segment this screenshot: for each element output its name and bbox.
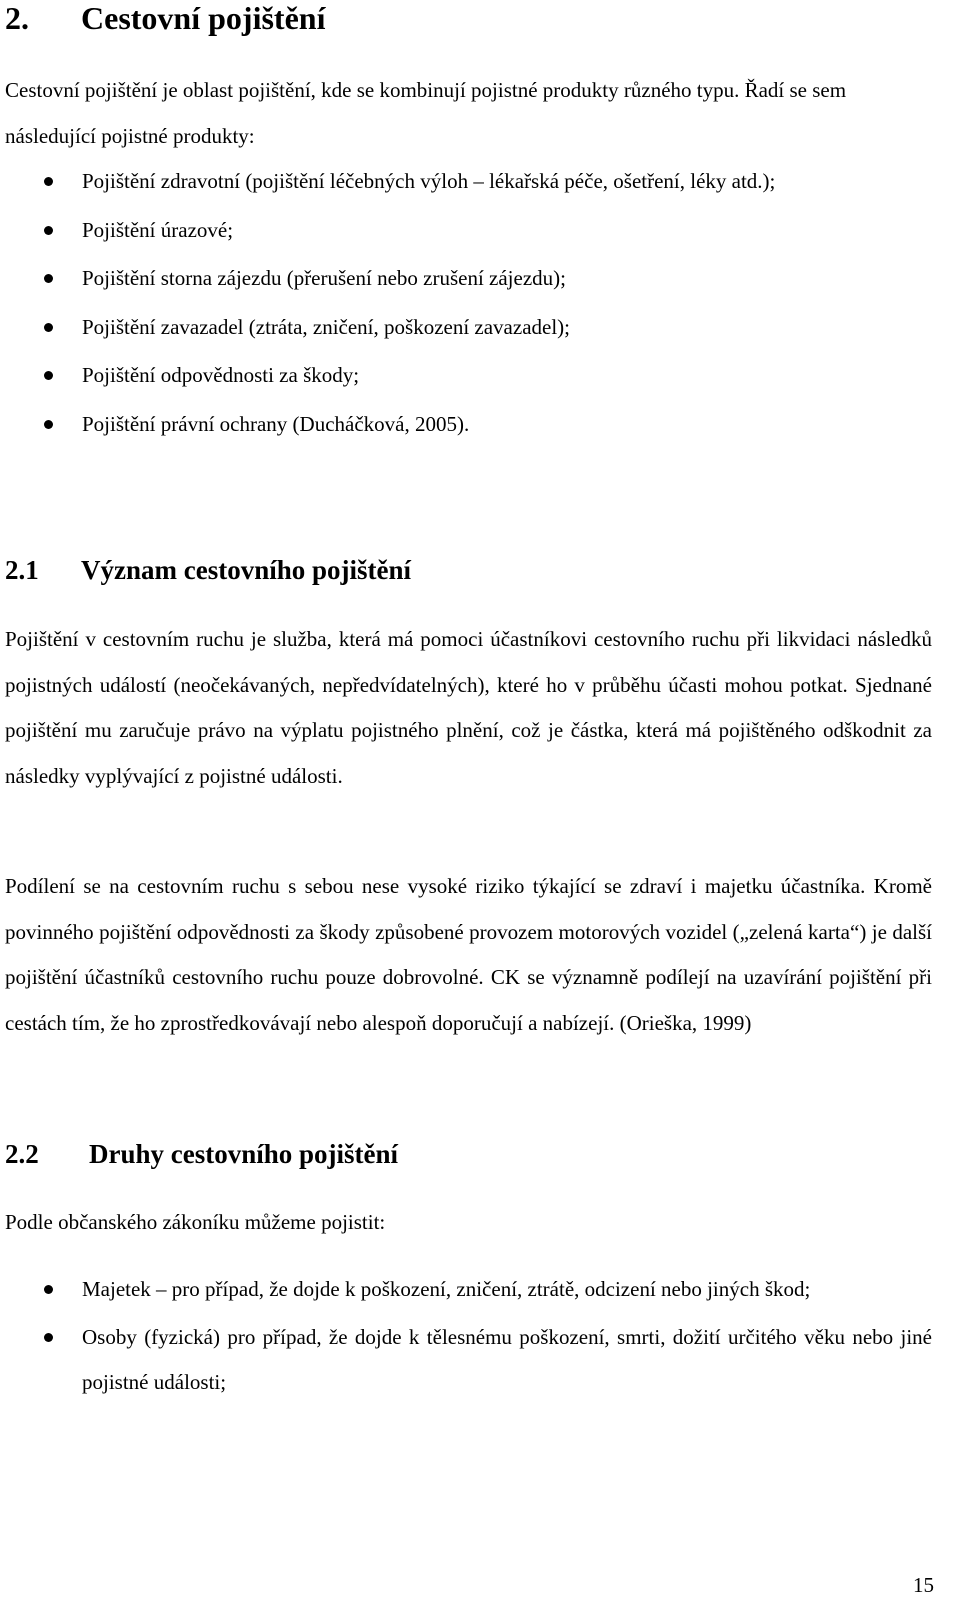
significance-paragraph-1: Pojištění v cestovním ruchu je služba, která má pomoci účastníkovi cestovního ruchu při likvidaci následků pojistných událostí (neočekávaných, nepředvídatelných), které ho v průběhu účasti mohou potkat. Sjednané pojištění mu zaručuje právo na výplatu pojistného plnění, což je částka, která má pojištěného odškodnit za následky vyplývající z pojistné události. xyxy=(5,627,932,788)
insurable-subjects-list xyxy=(5,1267,932,1408)
insurance-products-list xyxy=(5,159,932,450)
list-item xyxy=(5,402,932,448)
list-item-text: Pojištění úrazové; xyxy=(82,217,234,242)
bullet-icon xyxy=(44,274,53,283)
bullet-icon xyxy=(44,323,53,332)
list-item xyxy=(5,1267,932,1313)
list-item-text: Pojištění storna zájezdu (přerušení nebo zrušení zájezdu); xyxy=(82,266,566,290)
section-heading xyxy=(5,0,932,36)
list-item-text: Pojištění právní ochrany (Ducháčková, 2005). xyxy=(82,411,470,436)
subsection-number: 2.1 xyxy=(5,555,39,585)
bullet-icon xyxy=(44,177,53,186)
list-item-text: Pojištění zdravotní (pojištění léčebných výloh – lékařská péče, ošetření, léky atd.); xyxy=(82,169,776,193)
bullet-icon xyxy=(44,371,53,380)
significance-paragraph-2: Podílení se na cestovním ruchu s sebou nese vysoké riziko týkající se zdraví i majetku účastníka. Kromě povinného pojištění odpovědnosti za škody způsobené provozem motorových vozidel („zelená karta“) je další pojištění účastníků cestovního ruchu pouze dobrovolné. CK se významně podílejí na uzavírání pojištění při cestách tím, že ho zprostředkovávají nebo alespoň doporučují a nabízejí. (Orieška, 1999) xyxy=(5,874,932,1035)
list-item xyxy=(5,256,932,302)
list-item xyxy=(5,1315,932,1406)
list-item xyxy=(5,159,932,205)
subsection-heading-2-2 xyxy=(5,1138,932,1170)
section-intro: Cestovní pojištění je oblast pojištění, kde se kombinují pojistné produkty různého typu. Řadí se sem následující pojistné produkty: xyxy=(5,78,847,148)
list-item-text: Pojištění zavazadel (ztráta, zničení, poškození zavazadel); xyxy=(82,314,571,339)
page-number: 15 xyxy=(913,1573,934,1597)
subsection-number: 2.2 xyxy=(5,1139,39,1169)
bullet-icon xyxy=(44,1285,53,1294)
bullet-icon xyxy=(44,420,53,429)
list-item xyxy=(5,353,932,399)
subsection-title: Význam cestovního pojištění xyxy=(81,555,411,585)
section-title: Cestovní pojištění xyxy=(81,0,326,36)
subsection-title: Druhy cestovního pojištění xyxy=(89,1139,399,1169)
list-item-text: Pojištění odpovědnosti za škody; xyxy=(82,363,360,387)
bullet-icon xyxy=(44,1333,53,1342)
types-intro: Podle občanského zákoníku můžeme pojistit: xyxy=(5,1210,386,1234)
list-item xyxy=(5,208,932,254)
list-item xyxy=(5,305,932,351)
list-item-text: Majetek – pro případ, že dojde k poškození, zničení, ztrátě, odcizení nebo jiných škod; xyxy=(82,1277,811,1301)
bullet-icon xyxy=(44,226,53,235)
subsection-heading-2-1 xyxy=(5,554,932,586)
list-item-text: Osoby (fyzická) pro případ, že dojde k tělesnému poškození, smrti, dožití určitého věku nebo jiné pojistné události; xyxy=(82,1324,932,1394)
section-number: 2. xyxy=(5,0,29,36)
